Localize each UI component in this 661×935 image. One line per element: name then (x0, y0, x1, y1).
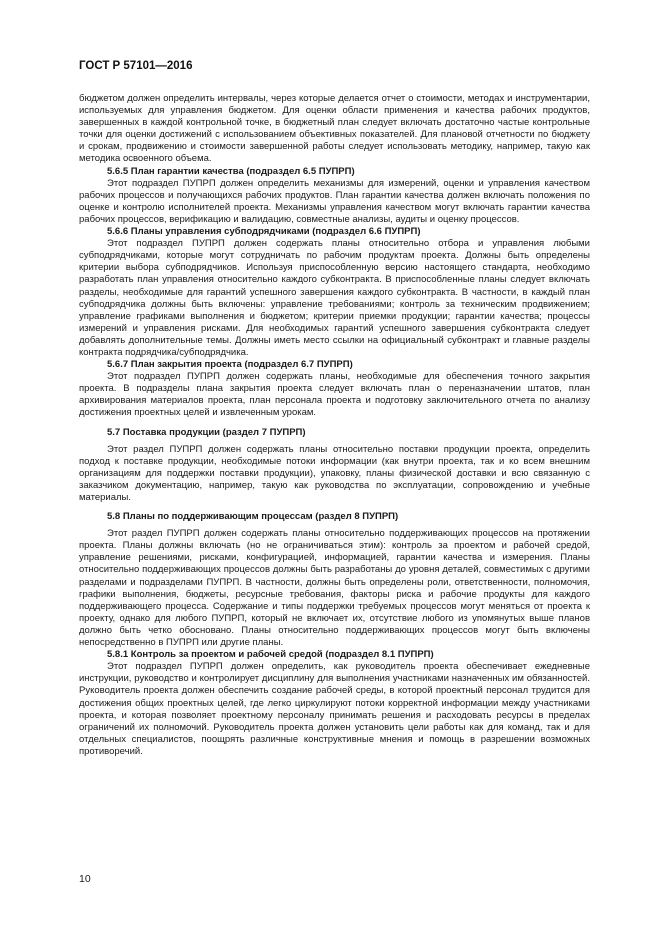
section-heading-5-6-6: 5.6.6 Планы управления субподрядчиками (подраздел 6.6 ПУПРП) (107, 226, 421, 238)
paragraph: Этот подраздел ПУПРП должен определить, как руководитель проекта обеспечивает ежедневные инструкции, руководство и контролирует дисциплину для выполнения участниками назначенных им обязанностей. Руководитель проекта должен обеспечить создание рабочей среды, в которой проектный персонал трудится для достижения общих проектных целей, где легко циркулируют потоки корректной информации между участниками проекта, и которая позволяет проектному персоналу принимать решения и расходовать ресурсы в пределах ограничений их полномочий. Руководитель проекта должен установить цели работы как для команд, так и для отдельных специалистов, поощрять различные конструктивные мнения и помощь в разрешении возможных противоречий. (79, 661, 590, 757)
paragraph-continuation: бюджетом должен определить интервалы, через которые делается отчет о стоимости, методах и инструментарии, используемых для управления бюджетом. Для оценки области применения и качества рабочих продуктов, завершенных в каждой контрольной точке, в бюджетный план следует включать достаточно частые контрольные точки для оценки достижений с использованием объективных показателей. Для плановой отчетности по бюджету и срокам, продвижению и стоимости завершенной работы следует использовать методику, например, такую как методика освоенного объема. (79, 93, 590, 165)
paragraph: Этот раздел ПУПРП должен содержать планы относительно поставки продукции проекта, определить подход к поставке продукции, необходимые потоки информации (как внутри проекта, так и ко всем внешним организациям для поддержки поставки продукции), упаковку, планы физической доставки и всю связанную с заказчиком документацию, например, такую как руководства по эксплуатации, сопровождению и учебные материалы. (79, 443, 590, 503)
paragraph: Этот подраздел ПУПРП должен определить механизмы для измерений, оценки и управления качеством рабочих процессов и получающихся рабочих продуктов. План гарантии качества должен включать положения по оценке и контролю исполнителей проекта. Механизмы управления качеством могут включать гарантии качества рабочих процессов, верификацию и валидацию, совместные анализы, аудиты и оценку процессов. (79, 177, 590, 225)
paragraph: Этот подраздел ПУПРП должен содержать планы относительно отбора и управления любыми субподрядчиками, которые могут сотрудничать по рабочим продуктам проекта. Должны быть определены критерии выбора субподрядчиков. Используя приспособленную версию настоящего стандарта, необходимо разработать план управления относительно каждого субконтракта. В приспособленные планы следует включать разделы, необходимые для гарантий успешного завершения каждого субконтракта. В частности, в каждый план субподрядчика должны быть включены: управление требованиями; контроль за техническим продвижением; управление графиками выполнения и бюджетом; критерии приемки продукции; гарантии качества; процессы измерений и управления рисками. Для необходимых гарантий успешного завершения субконтракта следует добавлять дополнительные темы. Должны иметь место ссылки на официальный субконтракт и главные разделы контракта подрядчика/субподрядчика. (79, 238, 590, 358)
standard-header: ГОСТ Р 57101—2016 (79, 60, 193, 72)
section-heading-5-6-5: 5.6.5 План гарантии качества (подраздел 6.5 ПУПРП) (107, 165, 355, 177)
page-number: 10 (79, 873, 91, 885)
section-heading-5-7: 5.7 Поставка продукции (раздел 7 ПУПРП) (107, 426, 306, 438)
section-heading-5-6-7: 5.6.7 План закрытия проекта (подраздел 6.7 ПУПРП) (107, 359, 353, 371)
paragraph: Этот подраздел ПУПРП должен содержать планы, необходимые для обеспечения точного закрытия проекта. В подразделы плана закрытия проекта следует включать план о переназначении штатов, план архивирования материалов проекта, план персонала проекта и подготовку заключительного отчета по анализу достижения проектных целей и извлеченным урокам. (79, 371, 590, 419)
paragraph: Этот раздел ПУПРП должен содержать планы относительно поддерживающих процессов на протяжении проекта. Планы должны включать (но не ограничиваться этим): контроль за проектом и рабочей средой, управление решениями, рисками, конфигурацией, информацией, гарантии качества и измерения. Планы относительно поддерживающих процессов должны быть разработаны до уровня деталей, совместимых с другими разделами и подразделами ПУПРП. В частности, должны быть определены роли, ответственности, полномочия, графики выполнения, бюджеты, ресурсные требования, факторы риска и рабочие продукты для каждого поддерживающего процесса. Содержание и типы поддержки требуемых процессов могут меняться от проекта к проекту, однако для любого ПУПРП, который не включает их, отсутствие любого из упомянутых выше планов должно быть четко обосновано. Планы относительно поддерживающих процессов могут быть включены непосредственно в ПУПРП или другие планы. (79, 528, 590, 649)
section-heading-5-8-1: 5.8.1 Контроль за проектом и рабочей средой (подраздел 8.1 ПУПРП) (107, 649, 434, 661)
document-body (79, 93, 590, 758)
section-heading-5-8: 5.8 Планы по поддерживающим процессам (раздел 8 ПУПРП) (107, 511, 399, 523)
